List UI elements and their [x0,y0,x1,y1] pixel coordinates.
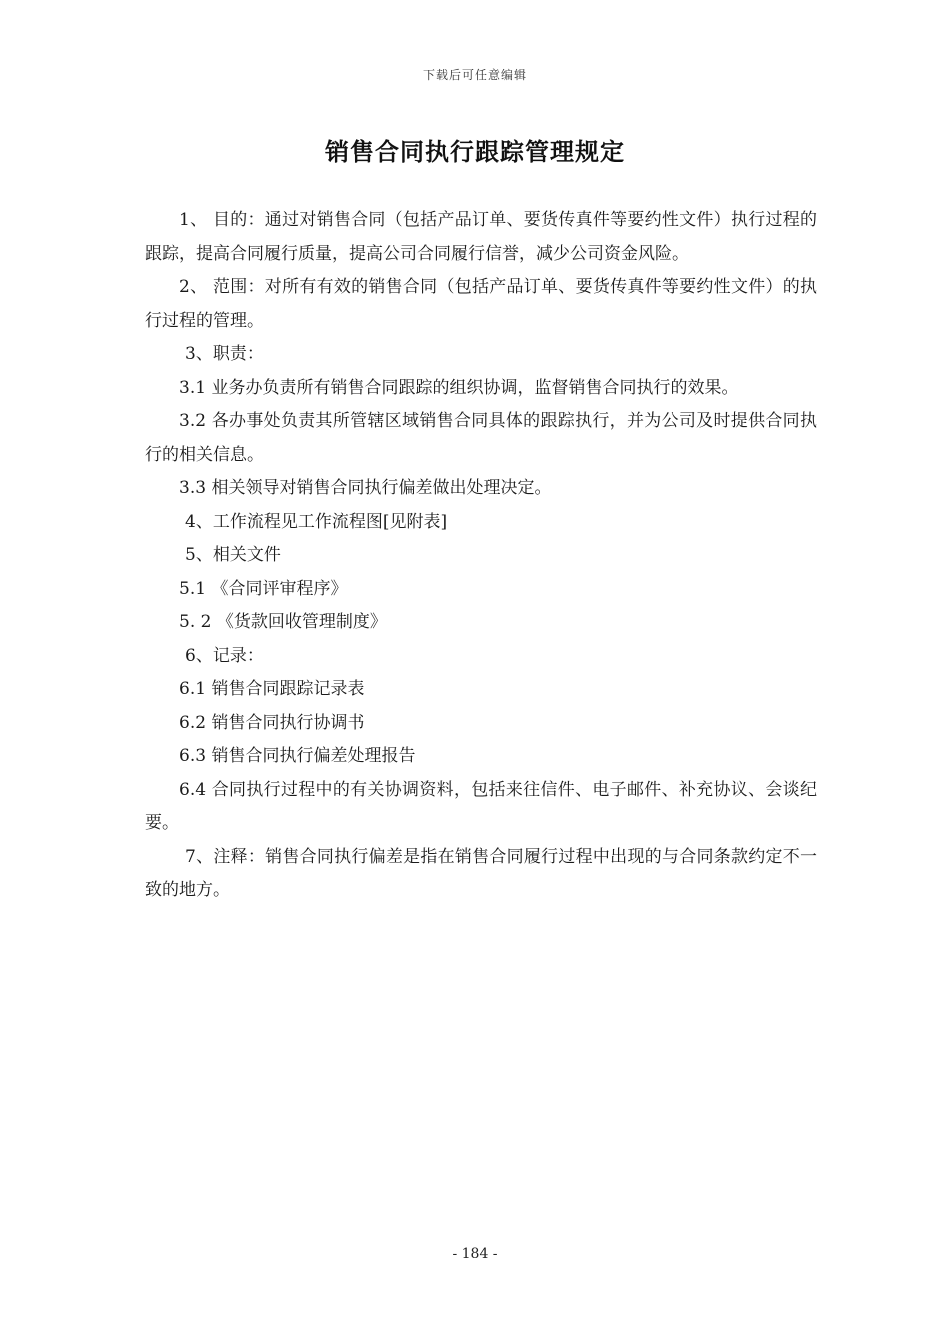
page-number: - 184 - [452,1246,498,1262]
paragraph-responsibility-3-1: 3.1 业务办负责所有销售合同跟踪的组织协调，监督销售合同执行的效果。 [179,377,739,398]
paragraph-responsibility-3-2: 3.2 各办事处负责其所管辖区域销售合同具体的跟踪执行，并为公司及时提供合同执行的相关信息。 [145,411,817,465]
paragraph-related-doc-5-1: 5.1 《合同评审程序》 [179,578,348,599]
paragraph-workflow: 4、工作流程见工作流程图[见附表] [185,511,448,532]
document-body [145,204,817,908]
paragraph-scope: 2、 范围：对所有有效的销售合同（包括产品订单、要货传真件等要约性文件）的执行过程的管理。 [145,277,817,331]
paragraph-responsibilities: 3、职责： [185,344,264,364]
document-title: 销售合同执行跟踪管理规定 [325,138,625,166]
paragraph-notes: 7、注释：销售合同执行偏差是指在销售合同履行过程中出现的与合同条款约定不一致的地方。 [145,846,817,900]
paragraph-related-docs: 5、相关文件 [185,545,281,565]
paragraph-record-6-2: 6.2 销售合同执行协调书 [179,712,365,733]
paragraph-purpose: 1、 目的：通过对销售合同（包括产品订单、要货传真件等要约性文件）执行过程的跟踪，提高合同履行质量，提高公司合同履行信誉，减少公司资金风险。 [145,210,817,264]
paragraph-responsibility-3-3: 3.3 相关领导对销售合同执行偏差做出处理决定。 [179,478,552,498]
paragraph-record-6-4: 6.4 合同执行过程中的有关协调资料，包括来往信件、电子邮件、补充协议、会谈纪要。 [145,779,817,833]
paragraph-record-6-3: 6.3 销售合同执行偏差处理报告 [179,746,416,766]
paragraph-related-doc-5-2: 5. 2 《货款回收管理制度》 [179,612,387,632]
header-note: 下载后可任意编辑 [422,68,527,82]
paragraph-record-6-1: 6.1 销售合同跟踪记录表 [179,679,365,699]
paragraph-records: 6、记录： [185,645,264,666]
